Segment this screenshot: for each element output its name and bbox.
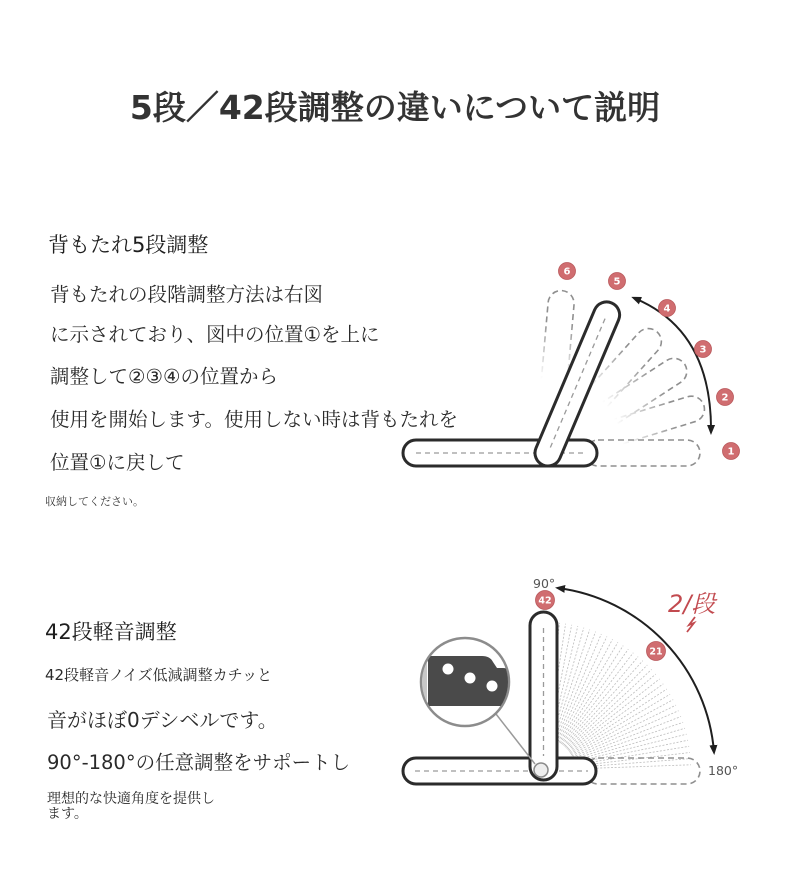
fan-line xyxy=(573,722,683,759)
section2-line: 90°-180°の任意調整をサポートし xyxy=(47,751,351,774)
section1-footnote: 収納してください。 xyxy=(45,495,144,508)
position-marker-label: 6 xyxy=(563,266,571,278)
position-marker-label: 1 xyxy=(727,446,735,458)
hinge-zoom-inset xyxy=(420,638,509,726)
section2-line: 42段軽音ノイズ低減調整カチッと xyxy=(45,666,273,684)
angle-fan-lines xyxy=(545,622,691,769)
section1-line: に示されており、図中の位置①を上に xyxy=(50,323,380,346)
position-marker-2 xyxy=(717,389,734,406)
section1-line: 調整して②③④の位置から xyxy=(50,365,278,388)
ghost-backrest-position-1 xyxy=(585,440,700,466)
fan-line xyxy=(568,679,659,750)
position-marker-label: 3 xyxy=(699,344,707,356)
fan-line xyxy=(572,711,678,758)
section2-line: ます。 xyxy=(47,806,88,822)
fan-line xyxy=(565,661,643,747)
angle-180-label: 180° xyxy=(708,763,739,778)
backrest-42-step-diagram xyxy=(390,565,760,795)
fan-line xyxy=(563,653,634,745)
position-marker-5 xyxy=(609,273,626,290)
fan-line xyxy=(566,665,648,747)
adjust-direction-arrow xyxy=(634,298,711,432)
angle-90-label: 90° xyxy=(533,576,556,591)
position-marker-1 xyxy=(723,443,740,460)
position-marker-4 xyxy=(659,300,676,317)
fan-line xyxy=(567,669,652,748)
position-marker-label: 2 xyxy=(721,392,729,404)
position-marker-label: 5 xyxy=(613,276,621,288)
hinge-pivot xyxy=(534,763,548,777)
fan-line xyxy=(556,634,602,741)
step-label-mark xyxy=(687,617,695,632)
section1-line: 位置①に戻して xyxy=(50,451,185,474)
step-per-notch-label: 2/段 xyxy=(668,590,716,618)
step-marker-42 xyxy=(536,591,555,610)
fan-line xyxy=(573,717,681,759)
position-marker-label: 4 xyxy=(663,303,671,315)
section1-heading: 背もたれ5段調整 xyxy=(48,233,209,257)
position-marker-6 xyxy=(559,263,576,280)
step-marker-label: 21 xyxy=(649,646,663,658)
section1-line: 背もたれの段階調整方法は右図 xyxy=(50,283,324,306)
page-title: 5段／42段調整の違いについて説明 xyxy=(129,88,661,127)
section1-line: 使用を開始します。使用しない時は背もたれを xyxy=(50,408,458,431)
section2-heading: 42段軽音調整 xyxy=(45,620,177,644)
section2-line: 音がほぼ0デシベルです。 xyxy=(47,708,278,732)
position-marker-3 xyxy=(695,341,712,358)
step-marker-label: 42 xyxy=(538,595,552,607)
section2-line: 理想的な快適角度を提供し xyxy=(47,791,215,807)
fan-line xyxy=(554,632,595,741)
fan-line xyxy=(557,637,607,742)
backrest-5-step-diagram xyxy=(390,255,760,485)
ghost-backrest-180 xyxy=(585,758,700,784)
step-marker-21 xyxy=(647,642,666,661)
